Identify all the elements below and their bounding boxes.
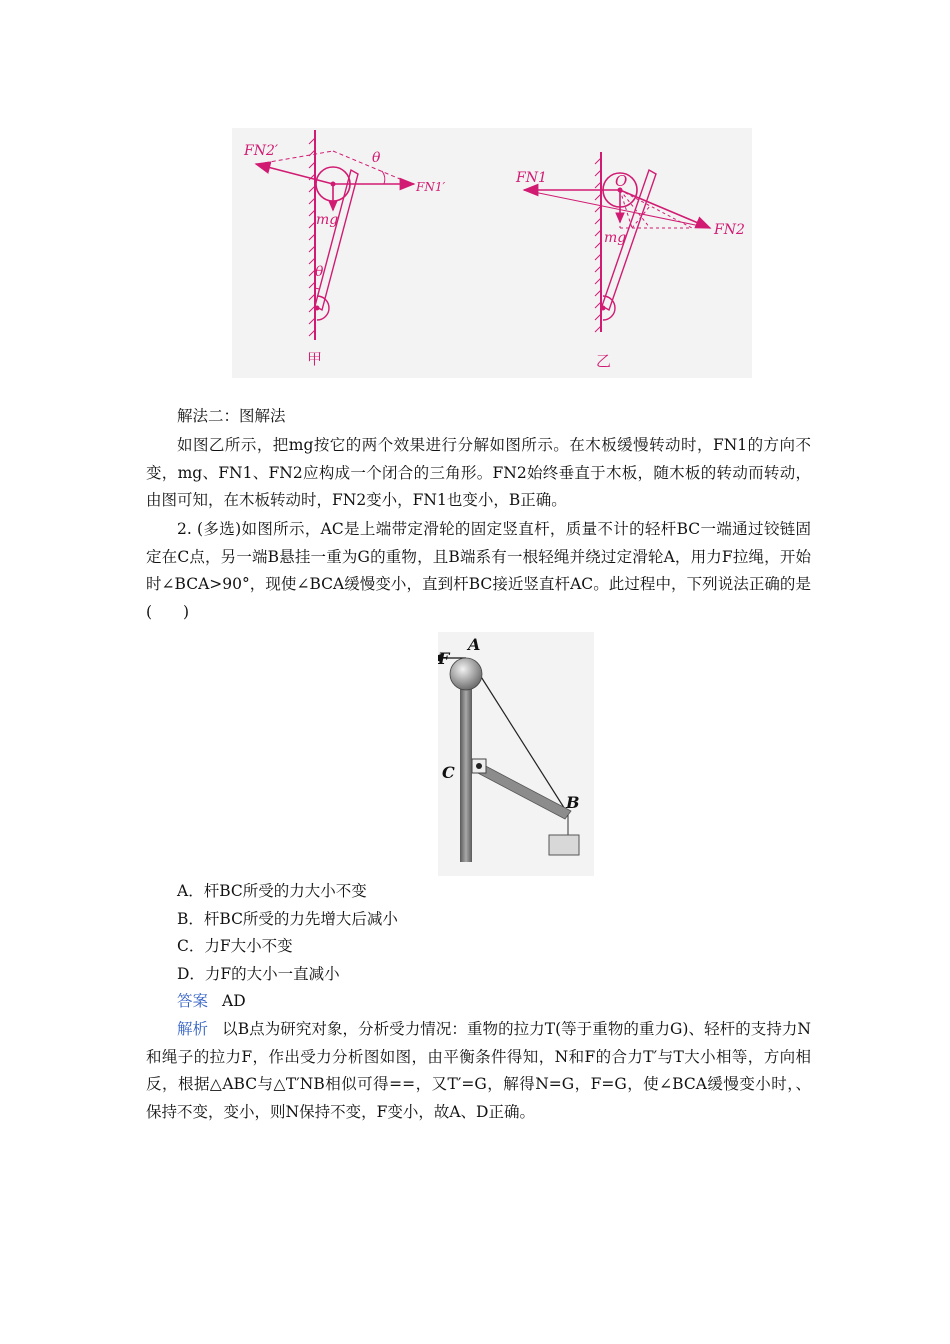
label-c: C xyxy=(442,763,455,782)
label-jia: 甲 xyxy=(307,350,323,368)
option-c: C．力F大小不变 xyxy=(177,937,293,956)
analysis-label: 解析 xyxy=(177,1020,209,1038)
resultant-line xyxy=(524,190,710,228)
diagram-jia xyxy=(243,130,445,368)
analysis-text: 以B点为研究对象，分析受力情况：重物的拉力T(等于重物的重力G)、轻杆的支持力N和绳子的拉力F，作出受力分析图如图，由平衡条件得知，N和F的合力T′与T大小相等，方向相反，根据△ABC与△T′NB相似可得==，又T′=G，解得N=G，F=G，使∠BCA缓慢变小时，、保持不变，变小，则N保持不变，F变小，故A、D正确。 xyxy=(146,1020,811,1121)
label-theta-bottom: θ xyxy=(315,264,324,280)
weight-block xyxy=(549,835,579,855)
hinge-pin xyxy=(315,306,320,311)
label-b: B xyxy=(566,793,580,812)
hinge-c-pin xyxy=(476,763,482,769)
label-mg-right: mg xyxy=(604,230,627,246)
analysis-paragraph xyxy=(146,1016,811,1126)
label-theta-top: θ xyxy=(372,150,381,166)
pulley-rod-svg xyxy=(438,632,594,876)
answer-options xyxy=(177,878,398,988)
solution-paragraph: 如图乙所示，把mg按它的两个效果进行分解如图所示。在木板缓慢转动时，FN1的方向不变，mg、FN1、FN2应构成一个闭合的三角形。FN2始终垂直于木板，随木板的转动而转动，由图可知，在木板转动时，FN2变小，FN1也变小，B正确。 xyxy=(146,436,811,510)
label-f: F xyxy=(438,649,450,668)
label-mg-left: mg xyxy=(316,212,339,228)
option-d: D．力F的大小一直减小 xyxy=(177,964,340,983)
option-b: B．杆BC所受的力先增大后减小 xyxy=(177,909,398,928)
vertical-rod-ac xyxy=(460,672,472,862)
option-a: A．杆BC所受的力大小不变 xyxy=(177,882,367,900)
board xyxy=(315,170,358,310)
force-fn2-arrow xyxy=(620,190,710,228)
answer-value: AD xyxy=(222,992,246,1010)
label-yi: 乙 xyxy=(596,352,612,370)
hinge-pin-right xyxy=(601,306,606,311)
label-o: O xyxy=(615,172,628,190)
force-fn2-prime-arrow xyxy=(256,164,333,184)
label-fn1: FN1 xyxy=(516,170,547,186)
answer-label: 答案 xyxy=(177,992,209,1010)
label-fn2-prime: FN2′ xyxy=(244,143,279,159)
solution-heading: 解法二：图解法 xyxy=(177,407,286,425)
answer-line xyxy=(177,988,246,1016)
force-diagram-svg xyxy=(232,128,752,378)
light-rod-bc xyxy=(474,763,571,819)
label-fn2: FN2 xyxy=(714,222,745,238)
pulley-a xyxy=(450,658,482,690)
angle-arc-top xyxy=(382,171,385,184)
label-fn1-prime: FN1′ xyxy=(416,180,446,194)
question-text: 2. (多选)如图所示，AC是上端带定滑轮的固定竖直杆，质量不计的轻杆BC一端通过铰链固定在C点，另一端B悬挂一重为G的重物，且B端系有一根轻绳并绕过定滑轮A，用力F拉绳，开始时∠BCA>90°，现使∠BCA缓慢变小，直到杆BC接近竖直杆AC。此过程中，下列说法正确的是( ) xyxy=(146,520,811,621)
pulley-rod-figure xyxy=(438,632,594,876)
diagram-yi xyxy=(515,152,745,370)
label-a: A xyxy=(468,635,481,654)
force-diagram-figure xyxy=(232,128,752,378)
